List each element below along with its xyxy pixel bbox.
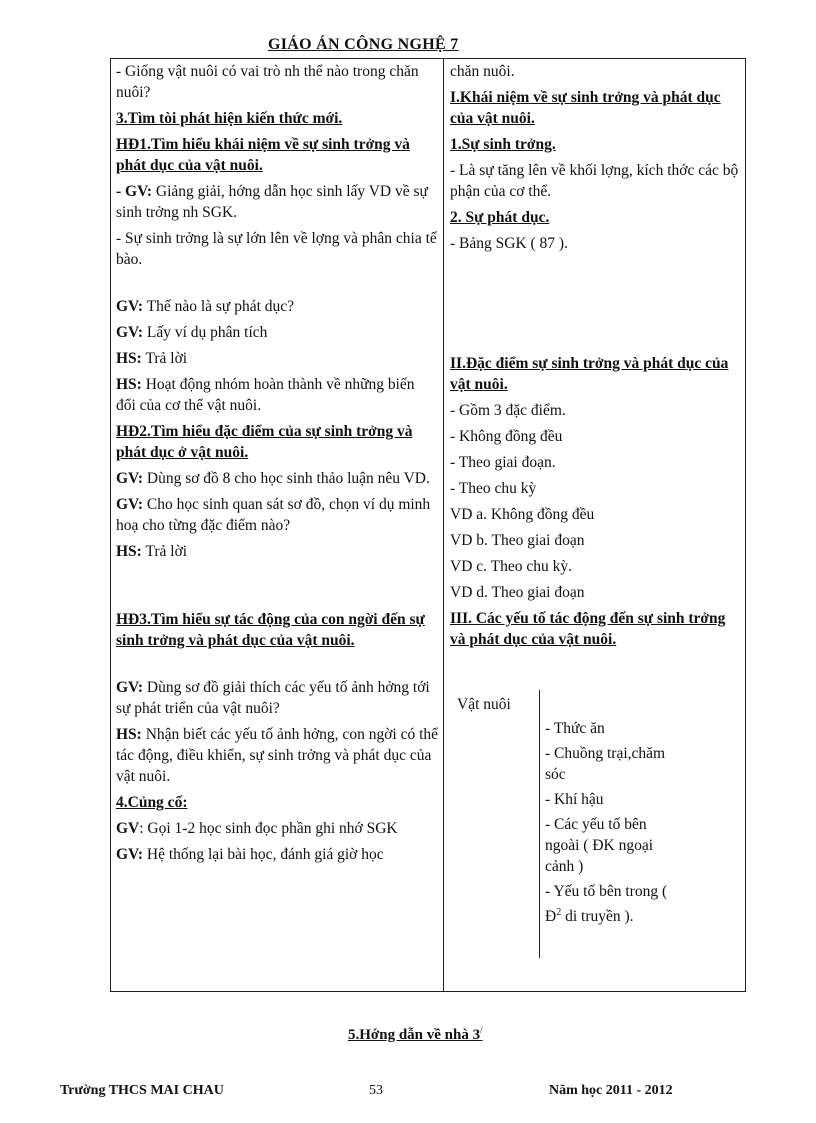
growth-text: - Là sự tăng lên về khối lợng, kích thớc các bộ phận của cơ thể. [450,162,739,200]
bracket-line [539,690,540,958]
feature-item: - Không đồng đều [450,428,563,445]
hs-line-1 [116,348,438,369]
activity-heading-1: HĐ1.Tìm hiểu khái niệm về sự sinh trởng và phát dục của vật nuôi. [116,136,410,174]
hs-text: Hoạt động nhóm hoàn thành về những biến đổi của cơ thể vật nuôi. [116,376,415,414]
gv-text: Dùng sơ đồ giải thích các yếu tố ảnh hởng tới sự phát triển của vật nuôi? [116,679,430,717]
homework-heading: 5.Hớng dẫn về nhà 3/ [348,1025,483,1043]
section-heading-4: 4.Củng cố: [116,794,188,811]
gv-text: Cho học sinh quan sát sơ đồ, chọn ví dụ minh hoạ cho từng đặc điểm nào? [116,496,431,534]
gv-text: Giảng giải, hớng dẫn học sinh lấy VD về sự sinh trởng nh SGK. [116,183,428,221]
feature-item: - Theo giai đoạn. [450,454,556,471]
gv-label: GV: [116,679,143,696]
factor-item: - Thức ăn [545,720,605,737]
factor-text: di truyền ). [561,908,634,926]
gv-text: : Gọi 1-2 học sinh đọc phần ghi nhớ SGK [139,820,398,837]
hs-label: HS: [116,350,142,367]
teacher-activities-column [116,61,438,870]
continued-text: chăn nuôi. [450,63,515,80]
question-text: - Giống vật nuôi có vai trò nh thể nào trong chăn nuôi? [116,63,419,101]
heading-1: 1.Sự sinh trởng. [450,136,556,153]
example-item: VD b. Theo giai đoạn [450,532,585,549]
content-column [450,61,742,655]
gv-text: Thế nào là sự phát dục? [143,298,295,315]
gv-label: GV: [116,496,143,513]
footer-school: Trường THCS MAI CHAU [60,1083,224,1098]
feature-item: - Theo chu kỳ [450,480,537,497]
livestock-label: Vật nuôi [457,696,511,713]
factor-text: - Yếu tố bên trong ( Đ [545,883,668,926]
example-item: VD a. Không đồng đều [450,506,595,523]
activity-heading-3: HĐ3.Tìm hiểu sự tác động của con ngời đến sự sinh trởng và phát dục của vật nuôi. [116,611,425,649]
heading-I: I.Khái niệm về sự sinh trởng và phát dục của vật nuôi. [450,89,721,127]
gv-label: GV: [116,298,143,315]
footer-school-year: Năm học 2011 - 2012 [549,1083,673,1098]
hs-line-2 [116,374,438,416]
gv-label: GV: [116,846,143,863]
hs-text: Nhận biết các yếu tố ảnh hởng, con ngời có thể tác động, điều khiển, sự sinh trởng và phát dục của vật nuôi. [116,726,439,785]
factor-item: - Chuồng trại,chăm sóc [545,745,666,783]
gv-line-6 [116,677,438,719]
footer-page-number: 53 [369,1083,383,1098]
gv-text: Dùng sơ đồ 8 cho học sinh thảo luận nêu VD. [143,470,430,487]
heading-III: III. Các yếu tố tác động đến sự sinh trởng và phát dục của vật nuôi. [450,610,726,648]
gv-text: Lấy ví dụ phân tích [143,324,268,341]
gv-line-2 [116,296,438,317]
gv-label: - GV: [116,183,153,200]
factor-item [545,881,675,927]
gv-line-3 [116,322,438,343]
hs-label: HS: [116,543,142,560]
superscript: 2 [556,907,562,918]
example-item: VD d. Theo giai đoạn [450,584,585,601]
hs-line-3 [116,541,438,562]
section-heading-3: 3.Tìm tòi phát hiện kiến thức mới. [116,110,343,127]
column-divider [443,58,444,992]
gv-text: Hệ thống lại bài học, đánh giá giờ học [143,846,384,863]
factor-list [545,718,675,931]
activity-heading-2: HĐ2.Tìm hiểu đặc điểm của sự sinh trởng và phát dục ở vật nuôi. [116,423,413,461]
page-title: GIÁO ÁN CÔNG NGHỆ 7 [268,36,459,53]
example-item: VD c. Theo chu kỳ. [450,558,572,575]
hs-line-4 [116,724,438,787]
factor-item: - Các yếu tố bên ngoài ( ĐK ngoại cảnh ) [545,816,654,875]
gv-line-7 [116,818,438,839]
heading-II: II.Đặc điểm sự sinh trởng và phát dục của vật nuôi. [450,355,729,393]
hs-label: HS: [116,726,142,743]
superscript: / [480,1025,483,1035]
hs-label: HS: [116,376,142,393]
hs-text: Trả lời [141,350,188,367]
gv-line-8 [116,844,438,865]
factor-item: - Khí hậu [545,791,604,808]
gv-line-4 [116,468,438,489]
feature-item: - Gồm 3 đặc điểm. [450,402,566,419]
gv-line-5 [116,494,438,536]
hs-text: Trả lời [141,543,188,560]
gv-line-1 [116,181,438,223]
gv-label: GV: [116,470,143,487]
gv-label: GV: [116,324,143,341]
gv-label: GV [116,820,140,837]
growth-definition: - Sự sinh trởng là sự lớn lên về lợng và phân chia tế bào. [116,230,437,268]
heading-2: 2. Sự phát dục. [450,209,550,226]
development-text: - Bảng SGK ( 87 ). [450,235,568,252]
